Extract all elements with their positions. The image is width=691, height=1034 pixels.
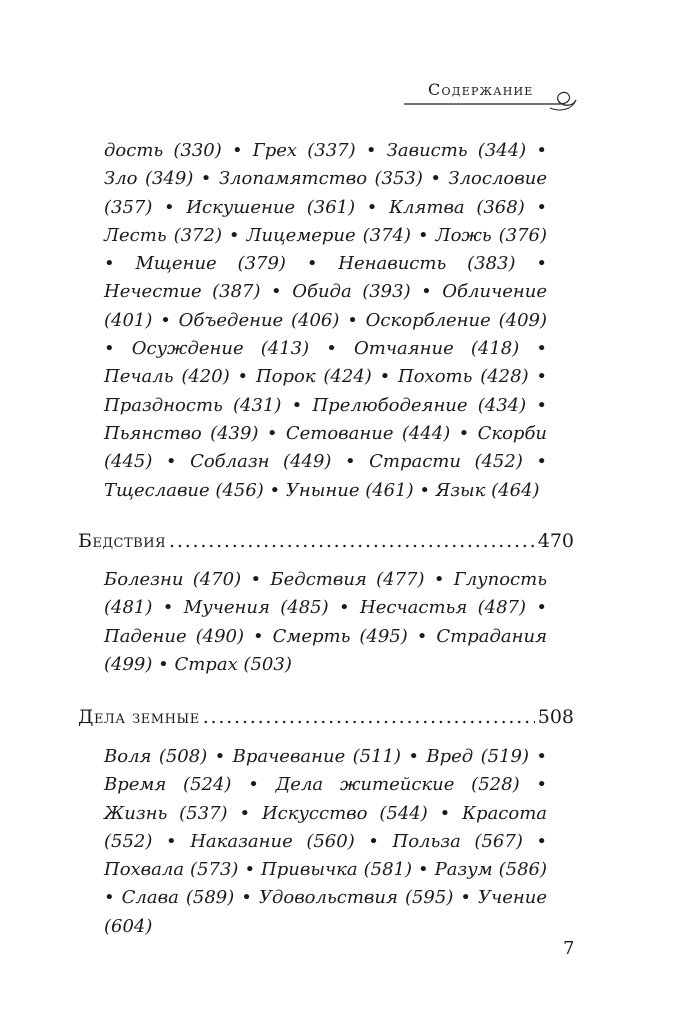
toc-entry: Ложь (376) (435, 224, 548, 246)
page-number: 7 (563, 938, 575, 959)
toc-entry: Злословие (357) (104, 168, 547, 218)
toc-entry: Удовольствия (595) (258, 887, 454, 909)
toc-entry: Осуждение (413) (131, 338, 310, 360)
toc-entry: Смерть (495) (272, 625, 408, 647)
toc-entry: Отчаяние (418) (354, 338, 520, 360)
toc-entry: Обличение (401) (104, 281, 548, 331)
toc-entry: Лесть (372) (104, 224, 222, 246)
toc-entry: Лицемерие (374) (246, 224, 412, 246)
toc-entry: Скорби (445) (104, 422, 548, 473)
section-heading-dela-zemnye (78, 706, 574, 728)
toc-entry: Воля (508) (104, 746, 208, 767)
toc-entry: Страх (503) (174, 653, 292, 675)
running-head: Содержание (428, 80, 534, 99)
toc-entry: Праздность (431) (104, 394, 282, 416)
toc-entry: Падение (490) (104, 625, 244, 647)
toc-entry: дость (330) (104, 140, 222, 161)
toc-entry: Дела житейские (528) (275, 774, 520, 796)
toc-entry: Страдания (499) (104, 625, 548, 675)
toc-entry: Искусство (544) (261, 802, 428, 824)
toc-entry: Нечестие (387) (104, 281, 261, 303)
toc-entry: Мщение (379) (135, 253, 286, 275)
toc-entry: Мучения (485) (183, 597, 329, 619)
flourish-ornament (400, 86, 580, 116)
toc-entry: Болезни (470) (104, 569, 242, 590)
section-page-number: 508 (537, 706, 574, 728)
toc-entry: Страсти (452) (369, 451, 523, 473)
toc-entry: Бедствия (477) (270, 569, 425, 590)
section-heading-bedstviya (78, 530, 574, 552)
toc-entry: Язык (464) (435, 479, 540, 501)
toc-entry: Тщеславие (456) (104, 479, 264, 501)
section-title: Бедствия (78, 530, 167, 552)
toc-entry: Вред (519) (426, 746, 529, 767)
dot-leader (203, 706, 535, 728)
toc-entry: Грех (337) (252, 140, 356, 161)
section-title: Дела земные (78, 706, 200, 728)
toc-entry: Злопамятство (353) (218, 168, 423, 190)
toc-entry: Порок (424) (255, 366, 372, 388)
toc-entry: Оскорбление (409) (365, 309, 547, 331)
toc-entry: Прелюбодеяние (434) (312, 394, 527, 416)
toc-entry: Зло (349) (104, 168, 194, 190)
toc-entry: Похоть (428) (398, 366, 529, 388)
toc-entry: Ненависть (383) (338, 253, 516, 275)
toc-entry: Искушение (361) (186, 196, 356, 218)
toc-entry: Врачевание (511) (232, 746, 402, 767)
toc-entry: Пьянство (439) (104, 422, 259, 444)
toc-entry: Зависть (344) (386, 140, 527, 161)
toc-entry: Наказание (560) (190, 830, 355, 852)
section-entries-bedstviya: Болезни (470) • Бедствия (477) • Глупость (481) • Мучения (485) • Несчастья (487) • Падение (490) • Смерть (495) • Страдания (499) • Страх (503) (104, 569, 548, 675)
dot-leader (169, 530, 535, 552)
toc-entry: Привычка (581) (261, 859, 413, 881)
toc-entry: Похвала (573) (104, 859, 239, 881)
toc-entry: Время (524) (104, 774, 232, 796)
toc-entry: Жизнь (537) (104, 802, 228, 824)
toc-entry: Несчастья (487) (360, 597, 527, 619)
toc-entry: Соблазн (449) (190, 451, 332, 473)
toc-entry: Глупость (481) (104, 569, 547, 619)
toc-entry: Обида (393) (292, 281, 411, 303)
intro-entries: дость (330) • Грех (337) • Зависть (344) • Зло (349) • Злопамятство (353) • Злословие (357) • Искушение (361) • Клятва (368) • Лесть (372) • Лицемерие (374) • Ложь (376) • Мщение (379) • Ненависть (383) • Нечестие (387) • Обида (393) • Обличение (401) • Объедение (406) • Оскорбление (409) • Осуждение (413) • Отчаяние (418) • Печаль (420) • Порок (424) • Похоть (428) • Праздность (431) • Прелюбодеяние (434) • Пьянство (439) • Сетование (444) • Скорби (445) • Соблазн (449) • Страсти (452) • Тщеславие (456) • Уныние (461) • Язык (464) (104, 140, 548, 501)
toc-entry: Учение (604) (104, 887, 548, 937)
toc-entry: Клятва (368) (389, 196, 525, 218)
section-page-number: 470 (537, 530, 574, 552)
toc-entry: Слава (589) (121, 887, 235, 909)
section-entries-dela-zemnye: Воля (508) • Врачевание (511) • Вред (519) • Время (524) • Дела житейские (528) • Жизнь (537) • Искусство (544) • Красота (552) • Наказание (560) • Польза (567) • Похвала (573) • Привычка (581) • Разум (586) • Слава (589) • Удовольствия (595) • Учение (604) (104, 746, 548, 937)
toc-entry: Сетование (444) (285, 422, 451, 444)
toc-entry: Красота (552) (104, 802, 548, 852)
toc-entry: Объедение (406) (178, 309, 340, 331)
toc-entry: Печаль (420) (104, 366, 230, 388)
toc-entry: Разум (586) (434, 859, 547, 881)
toc-entry: Польза (567) (392, 830, 523, 852)
toc-entry: Уныние (461) (285, 479, 414, 501)
